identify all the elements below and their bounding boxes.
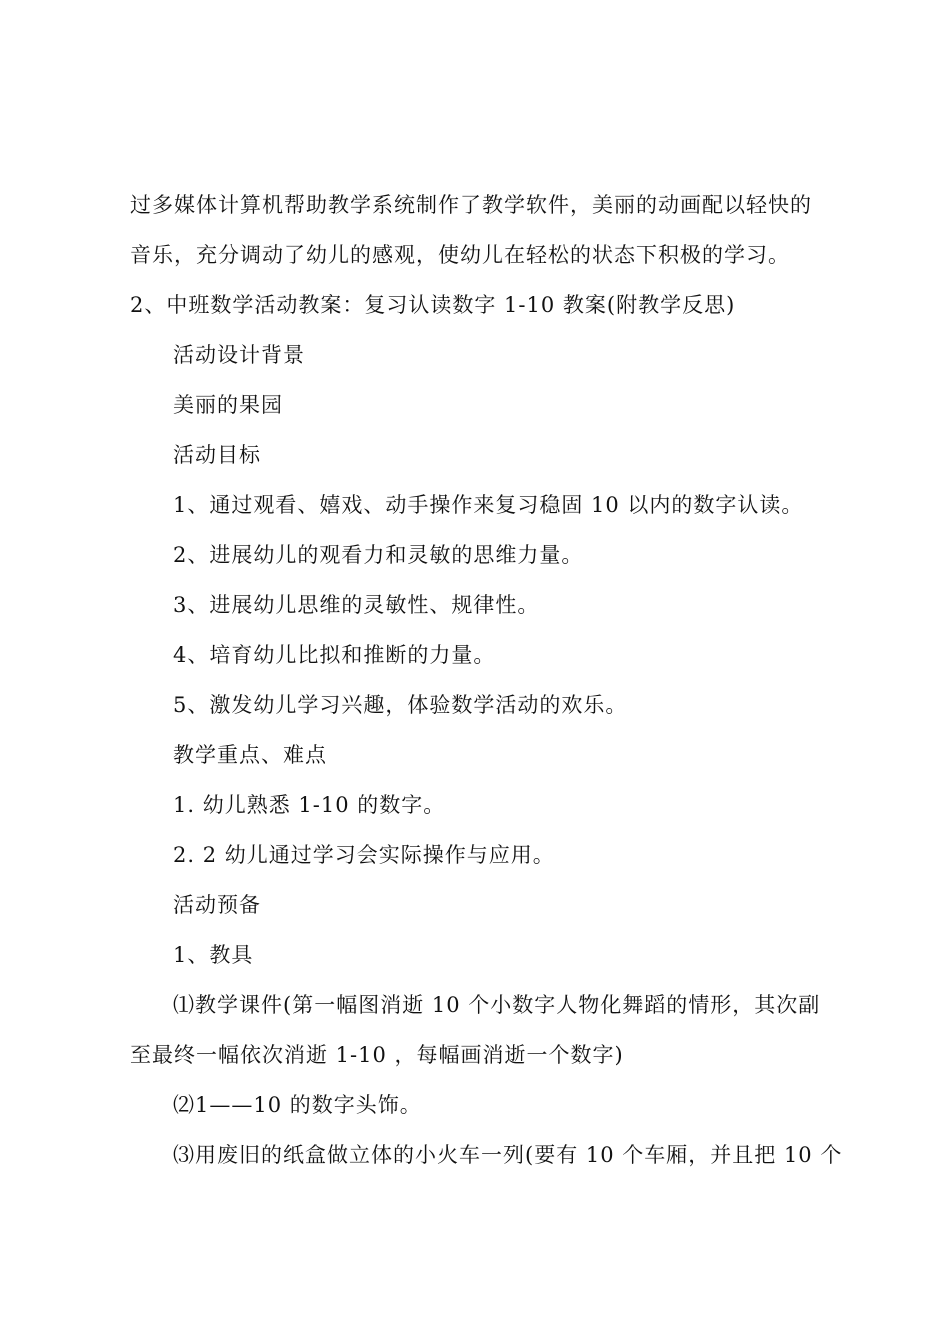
background-text: 美丽的果园 [173, 393, 283, 417]
key-point-item-2: 2. 2 幼儿通过学习会实际操作与应用。 [173, 843, 555, 867]
section-heading-key-points: 教学重点、难点 [173, 743, 327, 767]
section-heading-background: 活动设计背景 [173, 343, 305, 367]
section-heading-goals: 活动目标 [173, 443, 261, 467]
teaching-aid-item-1: ⑴教学课件(第一幅图消逝 10 个小数字人物化舞蹈的情形，其次副 [173, 993, 821, 1017]
teaching-aid-item-2: ⑵1——10 的数字头饰。 [173, 1093, 422, 1117]
paragraph-continuation-line-1: 过多媒体计算机帮助教学系统制作了教学软件，美丽的动画配以轻快的 [130, 193, 812, 217]
goal-item-4: 4、培育幼儿比拟和推断的力量。 [173, 643, 496, 667]
goal-item-1: 1、通过观看、嬉戏、动手操作来复习稳固 10 以内的数字认读。 [173, 493, 804, 517]
teaching-aid-item-3: ⑶用废旧的纸盒做立体的小火车一列(要有 10 个车厢，并且把 10 个 [173, 1143, 843, 1167]
goal-item-2: 2、进展幼儿的观看力和灵敏的思维力量。 [173, 543, 584, 567]
lesson-plan-title: 2、中班数学活动教案：复习认读数字 1-10 教案(附教学反思) [130, 293, 736, 317]
teaching-aid-item-1-continuation: 至最终一幅依次消逝 1-10 ，每幅画消逝一个数字) [130, 1043, 624, 1067]
goal-item-5: 5、激发幼儿学习兴趣，体验数学活动的欢乐。 [173, 693, 628, 717]
key-point-item-1: 1. 幼儿熟悉 1-10 的数字。 [173, 793, 446, 817]
goal-item-3: 3、进展幼儿思维的灵敏性、规律性。 [173, 593, 540, 617]
section-heading-preparation: 活动预备 [173, 893, 261, 917]
preparation-subheading-teaching-aids: 1、教具 [173, 943, 254, 967]
paragraph-continuation-line-2: 音乐，充分调动了幼儿的感观，使幼儿在轻松的状态下积极的学习。 [130, 243, 790, 267]
